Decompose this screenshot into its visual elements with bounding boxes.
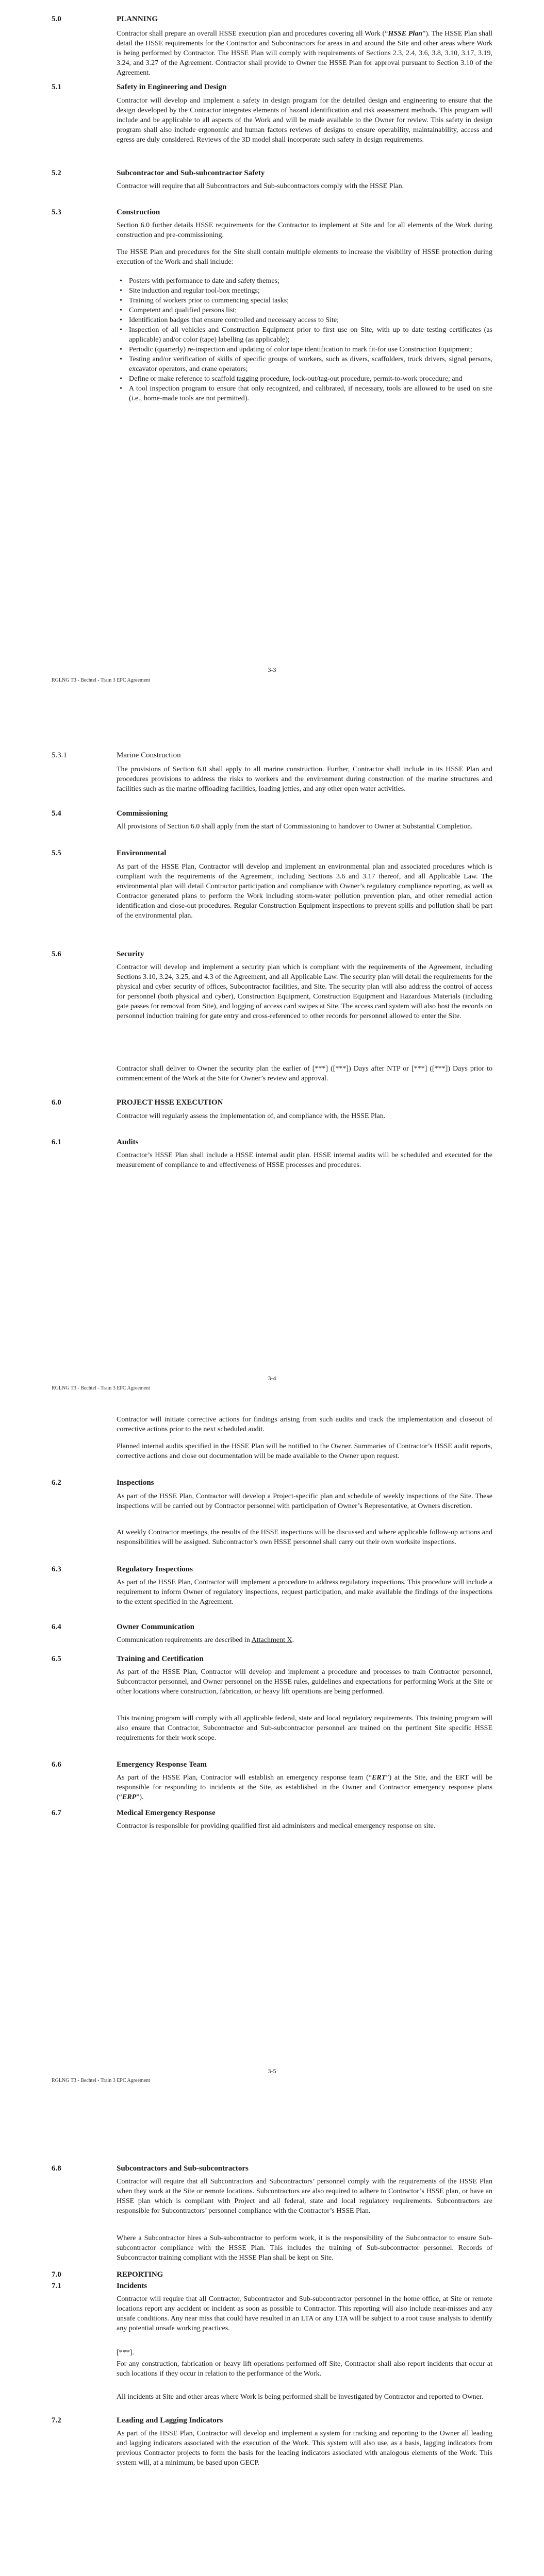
paragraph: Planned internal audits specified in the HSSE Plan will be notified to the Owner. Summaries of Contractor’s HSSE audit reports, corrective actions and close out documentation will be made available to the Owner upon request.: [117, 1443, 492, 1460]
attachment-reference: Attachment X: [251, 1636, 292, 1644]
section-number: 7.1: [52, 2282, 61, 2290]
list-item: • Site induction and regular tool-box meetings;: [129, 286, 492, 296]
section-title: Incidents: [117, 2282, 147, 2290]
paragraph: All incidents at Site and other areas where Work is being performed shall be investigated by Contractor and reported to Owner.: [117, 2393, 484, 2401]
page-3: [0, 1406, 544, 2110]
list-item: • Posters with performance to date and safety themes;: [129, 276, 492, 286]
paragraph: All provisions of Section 6.0 shall apply from the start of Commissioning to handover to Owner at Substantial Completion.: [117, 823, 473, 831]
paragraph: Contractor will require that all Subcontractors and Subcontractors’ personnel comply with the requirements of the HSSE Plan when they work at the Site or remote locations. Subcontractors are also required to adhere to Contractor’s HSSE plan, or have an HSSE plan which is compliant with Project and all federal, state and local regulatory requirements. Subcontractors are responsible for Subcontractors’ personnel compliance with the Contractor’s HSSE Plan.: [117, 2178, 492, 2215]
section-title: PROJECT HSSE EXECUTION: [117, 1098, 223, 1107]
paragraph: This training program will comply with all applicable federal, state and local regulatory requirements. This training program will also ensure that Contractor, Subcontractor and Sub-subcontractor personnel are trained on the pertinent Site specific HSSE requirements for their work scope.: [117, 1715, 492, 1742]
paragraph: [117, 1635, 492, 1645]
paragraph: Section 6.0 further details HSSE requirements for the Contractor to implement at Site and for all elements of the Work during construction and pre-commissioning.: [117, 222, 492, 239]
paragraph: Contractor will initiate corrective actions for findings arising from such audits and track the implementation and closeout of corrective actions prior to the next scheduled audit.: [117, 1416, 492, 1433]
section-number: 5.5: [52, 849, 61, 857]
paragraph: Where a Subcontractor hires a Sub-subcontractor to perform work, it is the responsibility of the Subcontractor to ensure Sub-subcontractor compliance with the HSSE Plan. This includes the training of Sub-subcontractor personnel. Records of Subcontractor training compliant with the HSSE Plan shall be kept on Site.: [117, 2234, 492, 2262]
section-title: REPORTING: [117, 2270, 163, 2279]
section-number: 5.2: [52, 169, 61, 177]
section-title: Regulatory Inspections: [117, 1565, 193, 1573]
footer-document-id: RGLNG T3 - Bechtel - Train 3 EPC Agreement: [52, 2078, 150, 2083]
section-title: Security: [117, 950, 144, 958]
section-number: 6.3: [52, 1565, 61, 1573]
section-title: Training and Certification: [117, 1655, 204, 1663]
page-number: 3-4: [268, 1375, 276, 1382]
section-title: Safety in Engineering and Design: [117, 83, 227, 91]
section-number: 7.0: [52, 2270, 61, 2279]
paragraph: As part of the HSSE Plan, Contractor will implement a procedure to address regulatory inspections. This procedure will include a requirement to inform Owner of regulatory inspections, request participation, and make available the findings of the inspections to the extent specified in the Agreement.: [117, 1579, 492, 1606]
paragraph: The provisions of Section 6.0 shall apply to all marine construction. Further, Contractor shall include in its HSSE Plan and procedures provisions to address the risks to workers and the environment during construction of the marine structures and facilities such as the marine offloading facilities, loading jetties, and any other open water activities.: [117, 766, 492, 793]
paragraph: Contractor shall prepare an overall HSSE execution plan and procedures covering all Work (“HSSE Plan”). The HSSE Plan shall detail the HSSE requirements for the Contractor and Subcontractors for areas in and around the Site and other areas where Work is being performed by Contractor. The HSSE Plan will comply with requirements of Sections 2.3, 2.4, 3.6, 3.8, 3.10, 3.17, 3.19, 3.24, and 3.27 of the Agreement. Contractor shall provide to Owner the HSSE Plan for approval pursuant to Section 3.10 of the Agreement.: [117, 30, 492, 77]
paragraph: Contractor’s HSSE Plan shall include a HSSE internal audit plan. HSSE internal audits will be scheduled and executed for the measurement of compliance to and effectiveness of HSSE processes and procedures.: [117, 1151, 492, 1169]
list-item: • Testing and/or verification of skills of specific groups of workers, such as divers, scaffolders, truck drivers, signal persons, excavator operators, and crane operators;: [129, 354, 492, 374]
paragraph: The HSSE Plan and procedures for the Site shall contain multiple elements to increase the visibility of HSSE protection during execution of the Work and shall include:: [117, 248, 492, 266]
paragraph: Contractor will require that all Contractor, Subcontractor and Sub-subcontractor personnel in the home office, at Site or remote locations report any accident or incident as soon as possible to Contractor. This reporting will also include near-misses and any unsafe conditions. Any near miss that could have resulted in an LTA or any LTA will be subject to a root cause analysis to identify any potential unsafe working practices.: [117, 2295, 492, 2332]
section-number: 6.8: [52, 2164, 61, 2173]
page-4: [0, 2110, 544, 2576]
text-run: Communication requirements are described in: [117, 1636, 252, 1644]
section-title: PLANNING: [117, 15, 158, 23]
section-title: Medical Emergency Response: [117, 1809, 216, 1817]
paragraph: Contractor will regularly assess the implementation of, and compliance with, the HSSE Plan.: [117, 1112, 386, 1120]
paragraph: As part of the HSSE Plan, Contractor will develop and implement a system for tracking and reporting to the Owner all leading and lagging indicators associated with the execution of the Work. This system will also use, as a basis, lagging indicators from previous Contractor projects to form the basis for the leading indicators associated with analogous elements of the Work. This system will, at a minimum, be based upon GECP.: [117, 2430, 492, 2467]
footer-document-id: RGLNG T3 - Bechtel - Train 3 EPC Agreement: [52, 1385, 150, 1391]
section-title: Emergency Response Team: [117, 1760, 207, 1769]
paragraph: At weekly Contractor meetings, the results of the HSSE inspections will be discussed and where applicable follow-up actions and responsibilities will be assigned. Subcontractor’s own HSSE personnel shall carry out their own worksite inspections.: [117, 1529, 492, 1546]
paragraph: Contractor will develop and implement a safety in design program for the detailed design and engineering to ensure that the design developed by the Contractor integrates elements of hazard identification and risk assessment methods. This program will include and be applicable to all aspects of the Work and will be made available to the Owner for review. This safety in design program shall also include ergonomic and human factors reviews of designs to ensure operability, maintainability, access and egress are duly considered. Reviews of the 3D model shall incorporate such safety in design requirements.: [117, 97, 492, 144]
section-number: 5.4: [52, 809, 61, 818]
section-number: 6.0: [52, 1098, 61, 1107]
paragraph: [***].: [117, 2349, 134, 2357]
paragraph: As part of the HSSE Plan, Contractor will develop a Project-specific plan and schedule of weekly inspections of the Site. These inspections will be carried out by Contractor personnel with participation of Owner’s Representative, at Owners discretion.: [117, 1493, 492, 1510]
page-number: 3-5: [268, 2067, 276, 2075]
paragraph: As part of the HSSE Plan, Contractor will develop and implement an environmental plan and associated procedures which is compliant with the requirements of the Agreement, including Sections 3.6 and 3.17 thereof, and all Applicable Law. The environmental plan will detail Contractor participation and compliance with Owner’s regulatory compliance reporting, as well as Contractor generated plans to perform the Work including storm-water pollution prevention plan, and other remedial action identification and close-out procedures. Regular Construction Equipment inspections to prevent spills and pollution shall be part of the environmental plan.: [117, 863, 492, 920]
section-number: 6.5: [52, 1655, 61, 1663]
section-title: Inspections: [117, 1479, 154, 1487]
section-number: 6.7: [52, 1809, 61, 1817]
section-title: Marine Construction: [117, 751, 181, 759]
section-title: Environmental: [117, 849, 167, 857]
section-number: 6.2: [52, 1479, 61, 1487]
section-title: Audits: [117, 1138, 139, 1146]
section-title: Subcontractor and Sub-subcontractor Safety: [117, 169, 265, 177]
section-number: 6.4: [52, 1623, 61, 1631]
bullet-list: [117, 276, 492, 403]
list-item: • Identification badges that ensure controlled and necessary access to Site;: [129, 315, 492, 325]
paragraph: As part of the HSSE Plan, Contractor will develop and implement a procedure and processes to train Contractor personnel, Subcontractor personnel, and Owner personnel on the HSSE rules, guidelines and expectations for performing Work at the Site or other locations where construction, fabrication, or heavy lift operations are being performed.: [117, 1668, 492, 1696]
section-number: 6.1: [52, 1138, 61, 1146]
section-title: Owner Communication: [117, 1623, 194, 1631]
paragraph: Contractor shall deliver to Owner the security plan the earlier of [***] ([***]) Days after NTP or [***] ([***]) Days prior to commencement of the Work at the Site for Owner’s review and approval.: [117, 1065, 492, 1082]
section-number: 5.1: [52, 83, 61, 91]
list-item: • Inspection of all vehicles and Construction Equipment prior to first use on Site, with up to date testing certificates (as applicable) and/or color (tape) labelling (as applicable);: [129, 325, 492, 345]
paragraph: For any construction, fabrication or heavy lift operations performed off Site, Contractor shall also report incidents that occur at such locations if they occur in relation to the performance of the Work.: [117, 2360, 492, 2378]
section-title: Leading and Lagging Indicators: [117, 2416, 223, 2425]
list-item: • Define or make reference to scaffold tagging procedure, lock-out/tag-out procedure, permit-to-work procedure; and: [129, 374, 492, 384]
page-2: [0, 703, 544, 1406]
section-number: 5.6: [52, 950, 61, 958]
list-item: • Periodic (quarterly) re-inspection and updating of color tape identification to mark fit-for use Construction Equipment;: [129, 345, 492, 354]
list-item: • A tool inspection program to ensure that only recognized, and calibrated, if necessary, tools are allowed to be used on site (i.e., home-made tools are not permitted).: [129, 384, 492, 403]
paragraph: Contractor will require that all Subcontractors and Sub-subcontractors comply with the HSSE Plan.: [117, 182, 404, 190]
page-number: 3-3: [268, 666, 276, 673]
paragraph: As part of the HSSE Plan, Contractor will establish an emergency response team (“ERT”) at the Site, and the ERT will be responsible for responding to incidents at the Site, as established in the Owner and Contractor emergency response plans (“ERP”).: [117, 1774, 492, 1801]
section-title: Subcontractors and Sub-subcontractors: [117, 2164, 249, 2173]
paragraph: Contractor will develop and implement a security plan which is compliant with the requirements of the Agreement, including Sections 3.10, 3.24, 3.25, and 4.3 of the Agreement, and all Applicable Law. The security plan will detail the requirements for the physical and cyber security of offices, Subcontractor facilities, and Site. The security plan will also address the control of access for personnel (both physical and cyber), Construction Equipment, Construction Equipment and Hazardous Materials (including gate passes for removal from Site), and logging of access card swipes at Site. The access card system will also host the records on personnel induction training for gate entry and cross-referenced to other records for personnel allowed to enter the Site.: [117, 963, 492, 1020]
list-item: • Competent and qualified persons list;: [129, 306, 492, 315]
section-title: Commissioning: [117, 809, 168, 818]
section-number: 6.6: [52, 1760, 61, 1769]
section-number: 7.2: [52, 2416, 61, 2425]
section-number: 5.0: [52, 15, 61, 23]
section-number: 5.3: [52, 208, 61, 216]
footer-document-id: RGLNG T3 - Bechtel - Train 3 EPC Agreement: [52, 677, 150, 683]
text-run: .: [292, 1636, 294, 1644]
page-1: [0, 0, 544, 703]
paragraph: Contractor is responsible for providing qualified first aid administers and medical emergency response on site.: [117, 1822, 436, 1830]
section-number: 5.3.1: [52, 751, 67, 759]
section-title: Construction: [117, 208, 160, 216]
list-item: • Training of workers prior to commencing special tasks;: [129, 296, 492, 306]
